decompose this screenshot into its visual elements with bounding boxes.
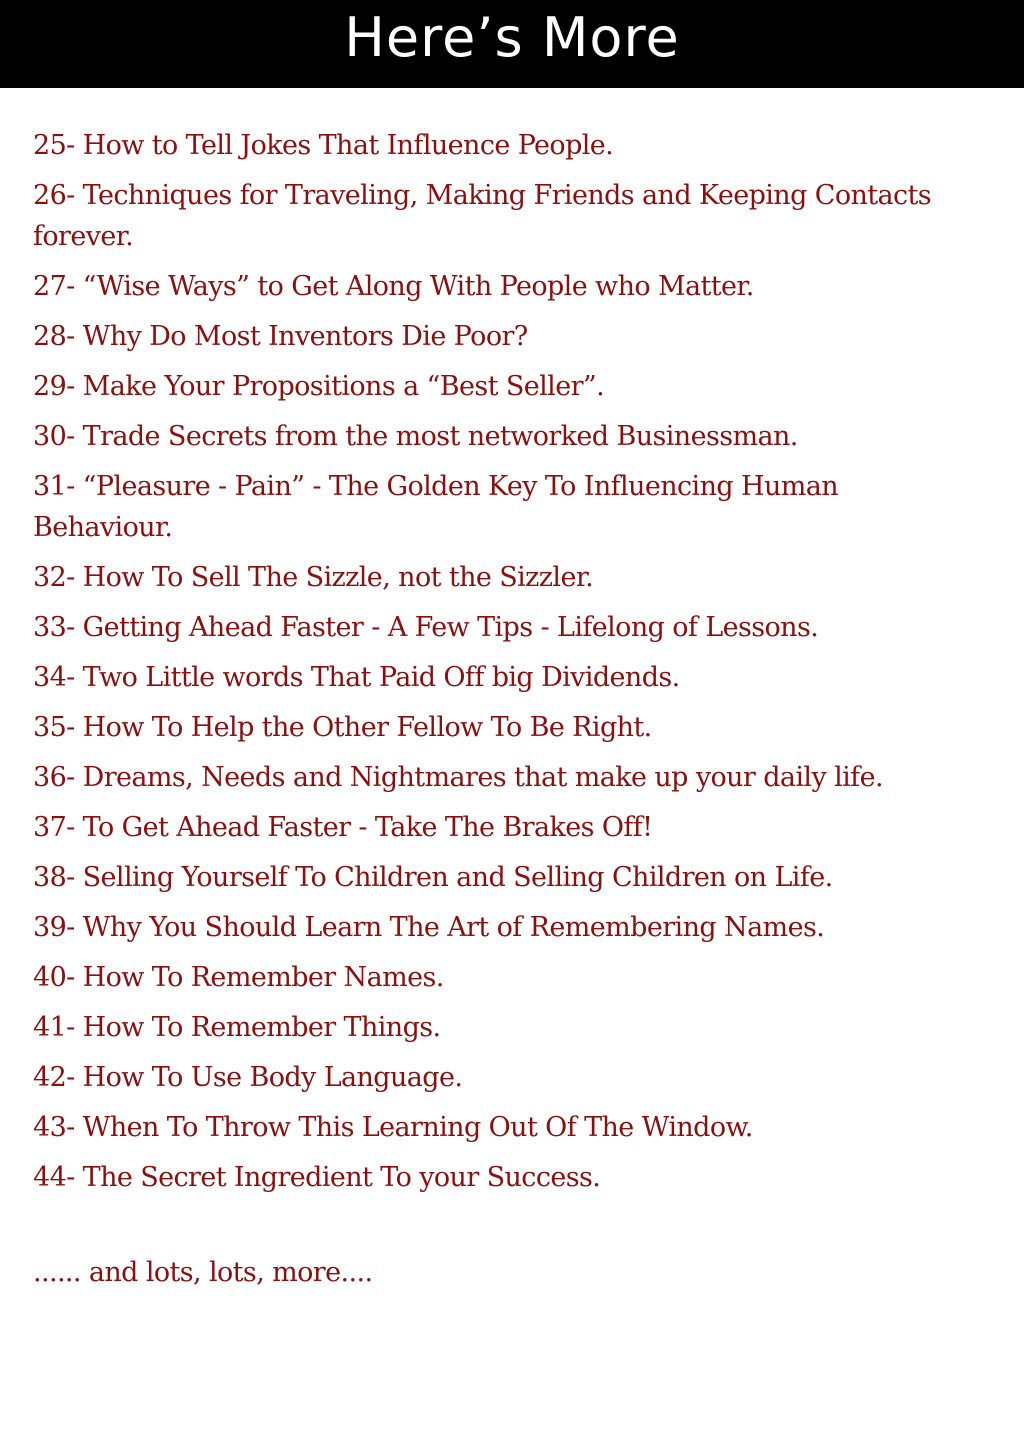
list-item: 33- Getting Ahead Faster - A Few Tips - Lifelong of Lessons. <box>33 612 819 643</box>
topic-list <box>33 125 983 1320</box>
list-item: 35- How To Help the Other Fellow To Be Right. <box>33 712 652 743</box>
page-title: Here’s More <box>344 6 680 69</box>
list-item: 44- The Secret Ingredient To your Success. <box>33 1162 601 1193</box>
list-item: 41- How To Remember Things. <box>33 1012 441 1043</box>
list-item: 36- Dreams, Needs and Nightmares that make up your daily life. <box>33 762 883 793</box>
list-item: 39- Why You Should Learn The Art of Remembering Names. <box>33 912 825 943</box>
header-bar <box>0 0 1024 88</box>
list-item: 38- Selling Yourself To Children and Selling Children on Life. <box>33 862 833 893</box>
list-item: 26- Techniques for Traveling, Making Friends and Keeping Contacts forever. <box>33 180 932 252</box>
list-item: 30- Trade Secrets from the most networked Businessman. <box>33 421 798 452</box>
list-item: 43- When To Throw This Learning Out Of The Window. <box>33 1112 753 1143</box>
list-item: 37- To Get Ahead Faster - Take The Brakes Off! <box>33 812 653 843</box>
list-item: 27- “Wise Ways” to Get Along With People who Matter. <box>33 271 754 302</box>
list-item: 31- “Pleasure - Pain” - The Golden Key To Influencing Human Behaviour. <box>33 471 839 543</box>
list-item: 40- How To Remember Names. <box>33 962 444 993</box>
list-item: 34- Two Little words That Paid Off big Dividends. <box>33 662 680 693</box>
closing-line: ...... and lots, lots, more.... <box>33 1257 373 1288</box>
list-item: 28- Why Do Most Inventors Die Poor? <box>33 321 528 352</box>
list-item: 42- How To Use Body Language. <box>33 1062 463 1093</box>
list-item: 25- How to Tell Jokes That Influence People. <box>33 130 614 161</box>
list-item: 29- Make Your Propositions a “Best Seller”. <box>33 371 605 402</box>
list-item: 32- How To Sell The Sizzle, not the Sizzler. <box>33 562 594 593</box>
